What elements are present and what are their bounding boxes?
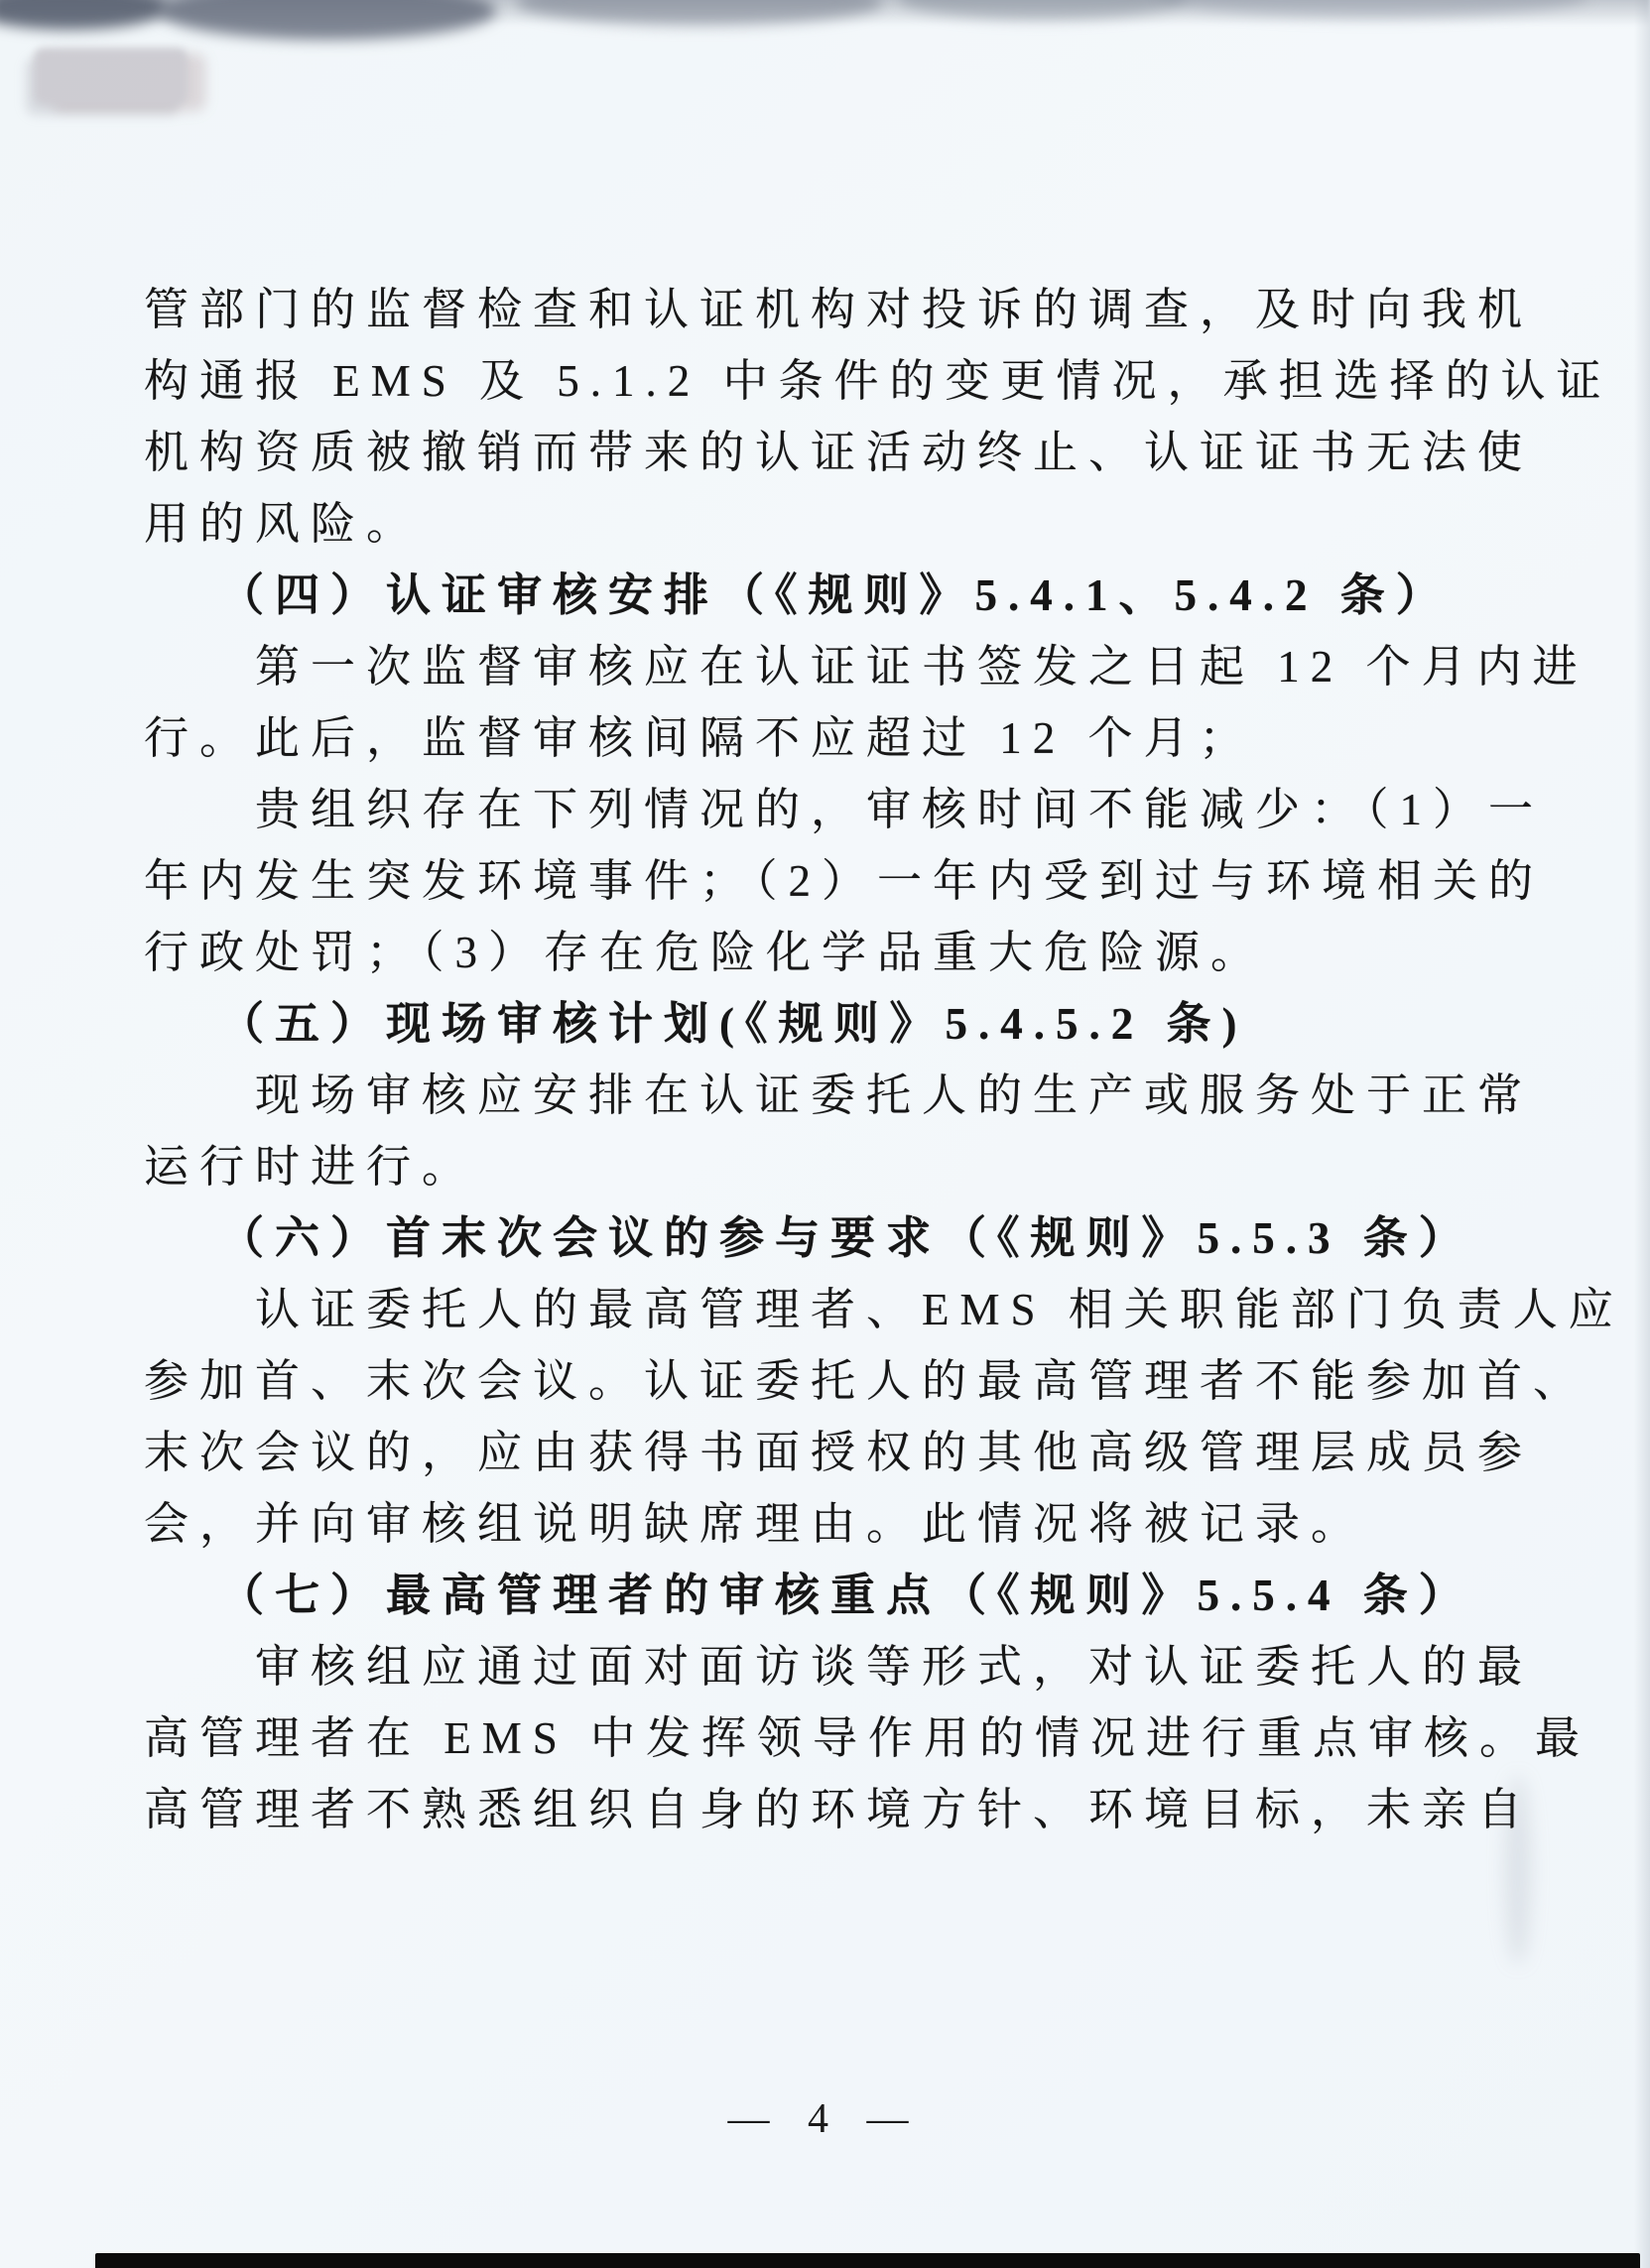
- section-heading-4: （四）认证审核安排（《规则》5.4.1、5.4.2 条）: [219, 570, 1452, 620]
- text-line: 现场审核应安排在认证委托人的生产或服务处于正常: [255, 1071, 1534, 1120]
- text-line: 审核组应通过面对面访谈等形式，对认证委托人的最: [255, 1642, 1534, 1692]
- text-line: 行政处罚；（3）存在危险化学品重大危险源。: [144, 928, 1267, 977]
- text-line: 运行时进行。: [144, 1142, 478, 1192]
- page-edge-shadow: [1634, 0, 1650, 2268]
- section-heading-5: （五）现场审核计划(《规则》5.4.5.2 条): [219, 999, 1248, 1049]
- page-number: — 4 —: [727, 2096, 923, 2142]
- text-line: 用的风险。: [144, 499, 423, 549]
- text-line: 年内发生突发环境事件；（2）一年内受到过与环境相关的: [144, 856, 1545, 906]
- text-line: 高管理者在 EMS 中发挥领导作用的情况进行重点审核。最: [144, 1713, 1591, 1763]
- scan-smudge: [34, 48, 188, 105]
- text-line: 行。此后，监督审核间隔不应超过 12 个月；: [144, 713, 1255, 763]
- text-line: 管部门的监督检查和认证机构对投诉的调查，及时向我机: [144, 285, 1534, 334]
- text-line: 贵组织存在下列情况的，审核时间不能减少：（1）一: [255, 785, 1545, 834]
- document-body: [144, 274, 1624, 1845]
- text-line: 末次会议的，应由获得书面授权的其他高级管理层成员参: [144, 1428, 1534, 1477]
- scan-artifact-bottom-bar: [95, 2253, 1640, 2268]
- section-heading-6: （六）首末次会议的参与要求（《规则》5.5.3 条）: [219, 1213, 1474, 1263]
- text-line: 会，并向审核组说明缺席理由。此情况将被记录。: [144, 1499, 1367, 1549]
- text-line: 第一次监督审核应在认证证书签发之日起 12 个月内进: [255, 642, 1588, 692]
- text-line: 参加首、末次会议。认证委托人的最高管理者不能参加首、: [144, 1356, 1589, 1406]
- text-line: 机构资质被撤销而带来的认证活动终止、认证证书无法使: [144, 428, 1534, 477]
- text-line: 构通报 EMS 及 5.1.2 中条件的变更情况，承担选择的认证: [144, 356, 1612, 406]
- section-heading-7: （七）最高管理者的审核重点（《规则》5.5.4 条）: [219, 1571, 1474, 1620]
- scan-noise-blob: [159, 0, 496, 40]
- text-line: 高管理者不熟悉组织自身的环境方针、环境目标，未亲自: [144, 1785, 1534, 1834]
- text-line: 认证委托人的最高管理者、EMS 相关职能部门负责人应: [255, 1285, 1624, 1334]
